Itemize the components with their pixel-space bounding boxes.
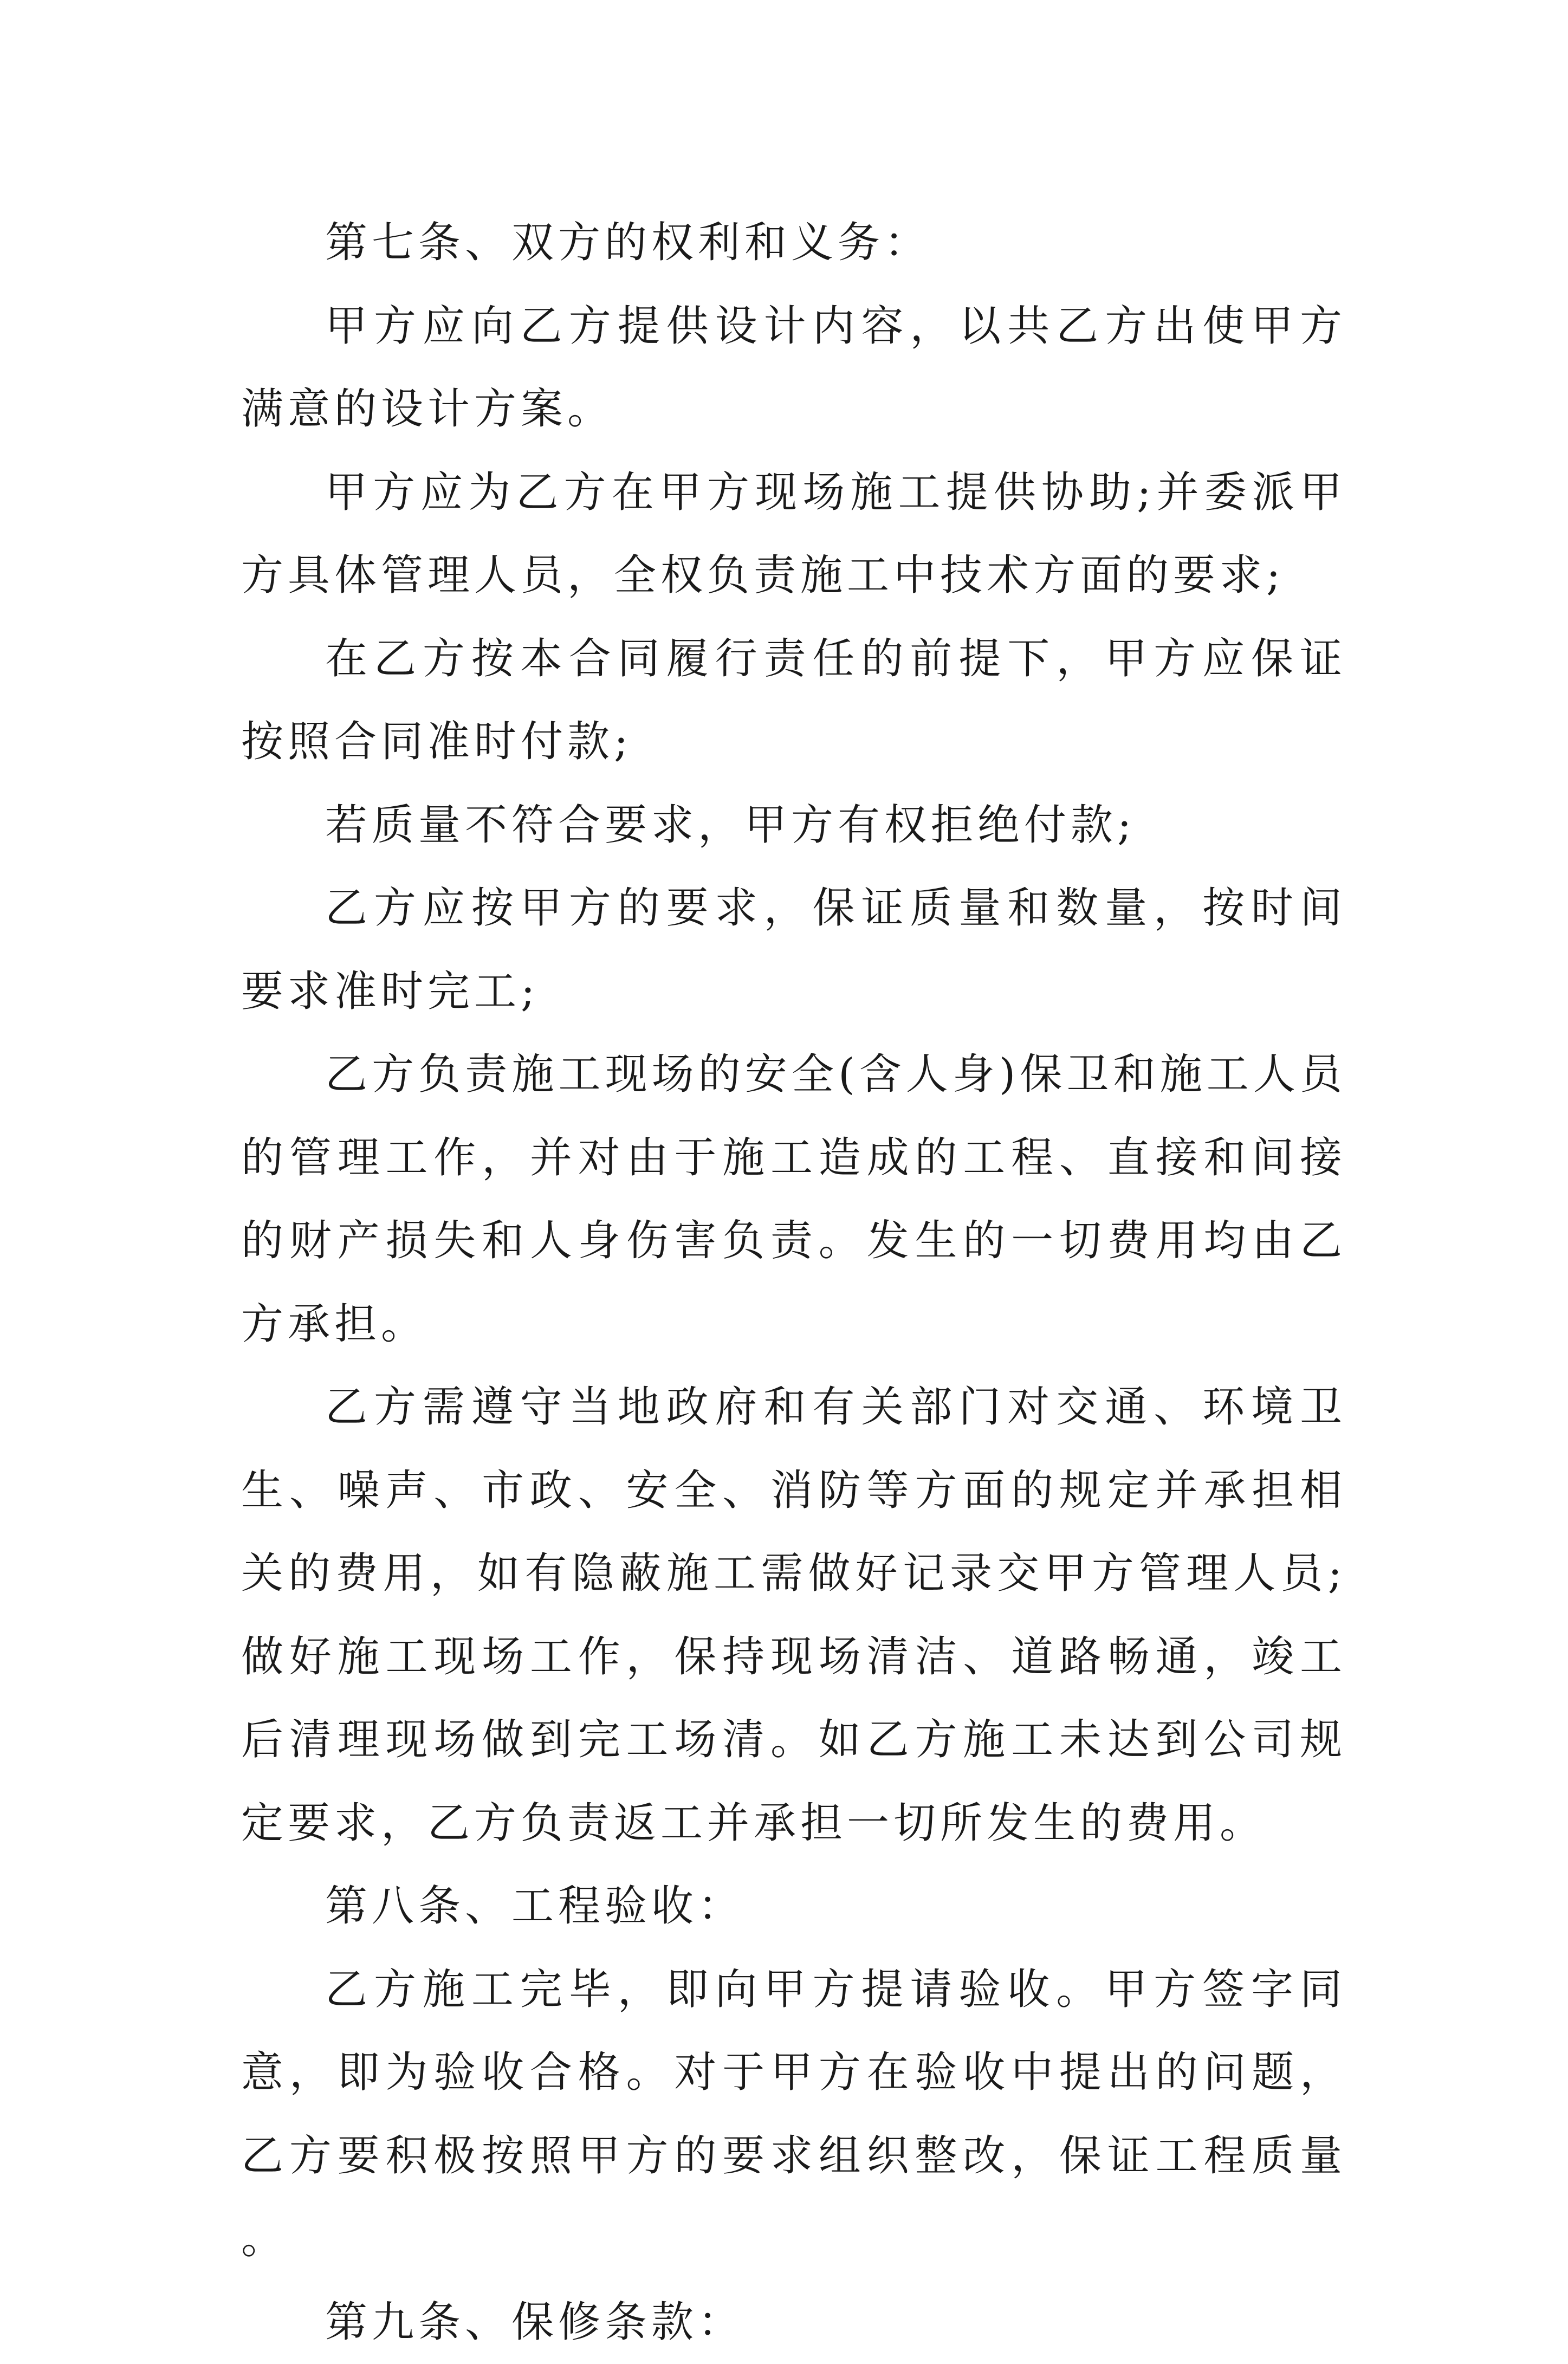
article-8-heading: 第八条、工程验收： (241, 1865, 1346, 1948)
paragraph-site-assistance: 甲方应为乙方在甲方现场施工提供协助;并委派甲方具体管理人员，全权负责施工中技术方面的要求; (241, 451, 1346, 618)
paragraph-quality-refusal: 若质量不符合要求，甲方有权拒绝付款; (241, 784, 1346, 867)
article-7-heading: 第七条、双方的权利和义务： (241, 202, 1346, 285)
paragraph-design-content: 甲方应向乙方提供设计内容，以共乙方出使甲方满意的设计方案。 (241, 285, 1346, 451)
paragraph-payment: 在乙方按本合同履行责任的前提下，甲方应保证按照合同准时付款; (241, 618, 1346, 784)
paragraph-site-safety: 乙方负责施工现场的安全(含人身)保卫和施工人员的管理工作，并对由于施工造成的工程、直接和间接的财产损失和人身伤害负责。发生的一切费用均由乙方承担。 (241, 1033, 1346, 1366)
paragraph-regulations: 乙方需遵守当地政府和有关部门对交通、环境卫生、噪声、市政、安全、消防等方面的规定并承担相关的费用，如有隐蔽施工需做好记录交甲方管理人员;做好施工现场工作，保持现场清洁、道路畅通，竣工后清理现场做到完工场清。如乙方施工未达到公司规定要求，乙方负责返工并承担一切所发生的费用。 (241, 1366, 1346, 1865)
article-9-heading: 第九条、保修条款： (241, 2281, 1346, 2364)
document-body (241, 202, 1346, 2364)
paragraph-acceptance: 乙方施工完毕，即向甲方提请验收。甲方签字同意，即为验收合格。对于甲方在验收中提出的问题，乙方要积极按照甲方的要求组织整改，保证工程质量。 (241, 1948, 1346, 2281)
paragraph-completion: 乙方应按甲方的要求，保证质量和数量，按时间要求准时完工; (241, 867, 1346, 1033)
